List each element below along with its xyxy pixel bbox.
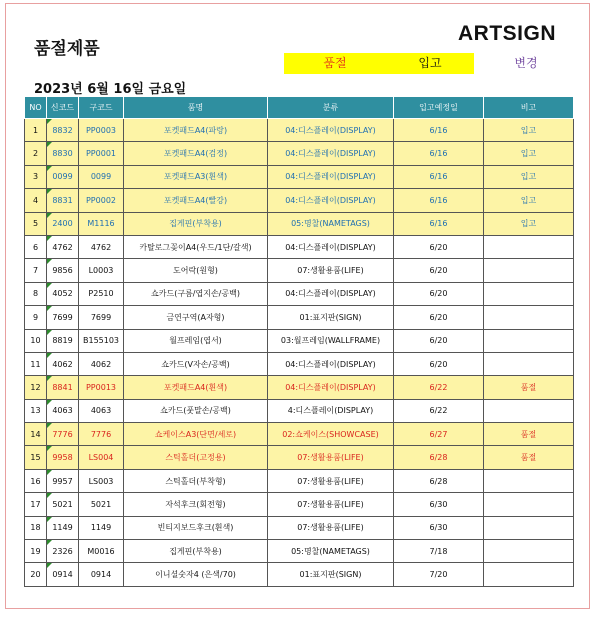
- cell-no: 15: [25, 446, 47, 469]
- cell-arrival-date: 6/20: [394, 352, 484, 375]
- cell-note: 입고: [484, 212, 574, 235]
- cell-category: 04:디스플레이(DISPLAY): [268, 142, 394, 165]
- cell-product-name: 월프레임(엽서): [124, 329, 268, 352]
- legend-incoming: 입고: [386, 53, 474, 74]
- col-arrival-date: 입고예정일: [394, 97, 484, 119]
- cell-category: 01:표지판(SIGN): [268, 563, 394, 586]
- table-header-row: [25, 97, 574, 119]
- cell-arrival-date: 6/16: [394, 165, 484, 188]
- cell-product-name: 자석후크(회전형): [124, 493, 268, 516]
- cell-new-code: 8832: [47, 119, 79, 142]
- legend-changed: 변경: [476, 53, 576, 74]
- cell-category: 04:디스플레이(DISPLAY): [268, 282, 394, 305]
- cell-no: 5: [25, 212, 47, 235]
- cell-new-code: 0914: [47, 563, 79, 586]
- page-title: 품절제품: [34, 39, 100, 59]
- cell-old-code: PP0001: [79, 142, 124, 165]
- cell-no: 19: [25, 540, 47, 563]
- col-no: NO: [25, 97, 47, 119]
- cell-new-code: 8841: [47, 376, 79, 399]
- cell-old-code: 4063: [79, 399, 124, 422]
- cell-note: [484, 352, 574, 375]
- cell-product-name: 쇼카드(V자손/공백): [124, 352, 268, 375]
- table-row: [25, 142, 574, 165]
- cell-arrival-date: 6/28: [394, 469, 484, 492]
- cell-category: 04:디스플레이(DISPLAY): [268, 165, 394, 188]
- cell-arrival-date: 6/20: [394, 259, 484, 282]
- cell-product-name: 쇼카드(풋말손/공백): [124, 399, 268, 422]
- table-row: [25, 469, 574, 492]
- table-row: [25, 516, 574, 539]
- table-row: [25, 165, 574, 188]
- cell-product-name: 쇼카드(구름/엽지손/공백): [124, 282, 268, 305]
- cell-arrival-date: 7/20: [394, 563, 484, 586]
- cell-arrival-date: 6/20: [394, 306, 484, 329]
- cell-old-code: 0099: [79, 165, 124, 188]
- cell-note: [484, 516, 574, 539]
- cell-old-code: PP0003: [79, 119, 124, 142]
- cell-new-code: 4063: [47, 399, 79, 422]
- cell-category: 04:디스플레이(DISPLAY): [268, 189, 394, 212]
- cell-old-code: P2510: [79, 282, 124, 305]
- cell-arrival-date: 6/16: [394, 142, 484, 165]
- col-old-code: 구코드: [79, 97, 124, 119]
- cell-no: 14: [25, 423, 47, 446]
- cell-new-code: 8830: [47, 142, 79, 165]
- cell-old-code: PP0013: [79, 376, 124, 399]
- cell-new-code: 8831: [47, 189, 79, 212]
- cell-no: 8: [25, 282, 47, 305]
- cell-new-code: 4062: [47, 352, 79, 375]
- cell-no: 12: [25, 376, 47, 399]
- table-row: [25, 119, 574, 142]
- cell-no: 20: [25, 563, 47, 586]
- cell-note: 품절: [484, 376, 574, 399]
- table-row: [25, 399, 574, 422]
- cell-category: 07:생활용품(LIFE): [268, 469, 394, 492]
- cell-arrival-date: 6/22: [394, 376, 484, 399]
- cell-category: 05:명찰(NAMETAGS): [268, 540, 394, 563]
- cell-new-code: 2400: [47, 212, 79, 235]
- cell-no: 11: [25, 352, 47, 375]
- col-product-name: 품명: [124, 97, 268, 119]
- cell-no: 6: [25, 235, 47, 258]
- cell-arrival-date: 6/16: [394, 119, 484, 142]
- cell-arrival-date: 6/16: [394, 189, 484, 212]
- table-row: [25, 306, 574, 329]
- cell-arrival-date: 6/20: [394, 329, 484, 352]
- cell-note: 입고: [484, 189, 574, 212]
- cell-product-name: 카탈로그꽂이A4(우드/1단/갈색): [124, 235, 268, 258]
- cell-new-code: 0099: [47, 165, 79, 188]
- table-row: [25, 493, 574, 516]
- cell-no: 10: [25, 329, 47, 352]
- table-row: [25, 212, 574, 235]
- cell-old-code: 4062: [79, 352, 124, 375]
- table-row: [25, 540, 574, 563]
- cell-note: [484, 282, 574, 305]
- cell-old-code: LS003: [79, 469, 124, 492]
- cell-old-code: 7699: [79, 306, 124, 329]
- table-row: [25, 446, 574, 469]
- cell-product-name: 빈티지보드후크(흰색): [124, 516, 268, 539]
- cell-category: 04:디스플레이(DISPLAY): [268, 376, 394, 399]
- cell-new-code: 7699: [47, 306, 79, 329]
- cell-note: [484, 329, 574, 352]
- cell-category: 02:쇼케이스(SHOWCASE): [268, 423, 394, 446]
- cell-product-name: 금연구역(A자형): [124, 306, 268, 329]
- cell-new-code: 1149: [47, 516, 79, 539]
- cell-old-code: M0016: [79, 540, 124, 563]
- col-new-code: 신코드: [47, 97, 79, 119]
- cell-note: [484, 469, 574, 492]
- cell-old-code: 5021: [79, 493, 124, 516]
- cell-note: 품절: [484, 423, 574, 446]
- cell-arrival-date: 6/30: [394, 493, 484, 516]
- cell-product-name: 포켓패드A3(흰색): [124, 165, 268, 188]
- cell-no: 18: [25, 516, 47, 539]
- cell-category: 01:표지판(SIGN): [268, 306, 394, 329]
- cell-product-name: 포켓패드A4(빨강): [124, 189, 268, 212]
- cell-old-code: PP0002: [79, 189, 124, 212]
- cell-arrival-date: 6/27: [394, 423, 484, 446]
- table-row: [25, 423, 574, 446]
- cell-arrival-date: 6/20: [394, 282, 484, 305]
- table-row: [25, 282, 574, 305]
- cell-no: 2: [25, 142, 47, 165]
- cell-note: [484, 235, 574, 258]
- cell-new-code: 7776: [47, 423, 79, 446]
- cell-category: 03:월프레임(WALLFRAME): [268, 329, 394, 352]
- cell-old-code: 7776: [79, 423, 124, 446]
- cell-product-name: 스틱홀더(부착형): [124, 469, 268, 492]
- cell-product-name: 포켓패드A4(파랑): [124, 119, 268, 142]
- cell-product-name: 포켓패드A4(검정): [124, 142, 268, 165]
- cell-old-code: LS004: [79, 446, 124, 469]
- cell-old-code: 4762: [79, 235, 124, 258]
- cell-product-name: 집게핀(부착용): [124, 212, 268, 235]
- table-row: [25, 189, 574, 212]
- cell-category: 4:디스플레이(DISPLAY): [268, 399, 394, 422]
- cell-arrival-date: 6/20: [394, 235, 484, 258]
- table-row: [25, 235, 574, 258]
- cell-no: 3: [25, 165, 47, 188]
- cell-old-code: L0003: [79, 259, 124, 282]
- report-date: 2023년 6월 16일 금요일: [34, 82, 187, 97]
- table-row: [25, 563, 574, 586]
- cell-category: 07:생활용품(LIFE): [268, 259, 394, 282]
- cell-no: 1: [25, 119, 47, 142]
- cell-product-name: 쇼케이스A3(단면/세로): [124, 423, 268, 446]
- cell-category: 07:생활용품(LIFE): [268, 446, 394, 469]
- cell-note: 입고: [484, 119, 574, 142]
- cell-note: 입고: [484, 165, 574, 188]
- cell-new-code: 4762: [47, 235, 79, 258]
- cell-product-name: 도어락(원형): [124, 259, 268, 282]
- table-row: [25, 259, 574, 282]
- cell-note: [484, 563, 574, 586]
- cell-new-code: 9958: [47, 446, 79, 469]
- cell-product-name: 포켓패드A4(흰색): [124, 376, 268, 399]
- legend-stockout: 품절: [284, 53, 386, 74]
- cell-note: 품절: [484, 446, 574, 469]
- col-category: 분류: [268, 97, 394, 119]
- cell-arrival-date: 6/30: [394, 516, 484, 539]
- cell-category: 05:명찰(NAMETAGS): [268, 212, 394, 235]
- cell-arrival-date: 6/28: [394, 446, 484, 469]
- cell-no: 16: [25, 469, 47, 492]
- cell-product-name: 스틱홀더(고정용): [124, 446, 268, 469]
- table-row: [25, 329, 574, 352]
- cell-new-code: 5021: [47, 493, 79, 516]
- cell-note: [484, 493, 574, 516]
- cell-category: 04:디스플레이(DISPLAY): [268, 119, 394, 142]
- cell-note: [484, 306, 574, 329]
- cell-category: 04:디스플레이(DISPLAY): [268, 235, 394, 258]
- cell-category: 04:디스플레이(DISPLAY): [268, 352, 394, 375]
- cell-no: 9: [25, 306, 47, 329]
- cell-old-code: M1116: [79, 212, 124, 235]
- cell-new-code: 8819: [47, 329, 79, 352]
- cell-arrival-date: 6/22: [394, 399, 484, 422]
- cell-no: 7: [25, 259, 47, 282]
- cell-new-code: 9957: [47, 469, 79, 492]
- cell-note: [484, 540, 574, 563]
- col-note: 비고: [484, 97, 574, 119]
- cell-note: [484, 399, 574, 422]
- cell-arrival-date: 6/16: [394, 212, 484, 235]
- cell-product-name: 이니셜숫자4 (은색/70): [124, 563, 268, 586]
- cell-arrival-date: 7/18: [394, 540, 484, 563]
- table-row: [25, 376, 574, 399]
- cell-product-name: 집게핀(부착용): [124, 540, 268, 563]
- cell-category: 07:생활용품(LIFE): [268, 516, 394, 539]
- cell-note: 입고: [484, 142, 574, 165]
- cell-old-code: 0914: [79, 563, 124, 586]
- cell-no: 17: [25, 493, 47, 516]
- cell-new-code: 9856: [47, 259, 79, 282]
- cell-new-code: 2326: [47, 540, 79, 563]
- cell-new-code: 4052: [47, 282, 79, 305]
- cell-note: [484, 259, 574, 282]
- brand-logo: ARTSIGN: [458, 22, 556, 45]
- cell-old-code: B155103: [79, 329, 124, 352]
- table-row: [25, 352, 574, 375]
- cell-no: 4: [25, 189, 47, 212]
- cell-old-code: 1149: [79, 516, 124, 539]
- cell-no: 13: [25, 399, 47, 422]
- cell-category: 07:생활용품(LIFE): [268, 493, 394, 516]
- stockout-table: [24, 96, 574, 587]
